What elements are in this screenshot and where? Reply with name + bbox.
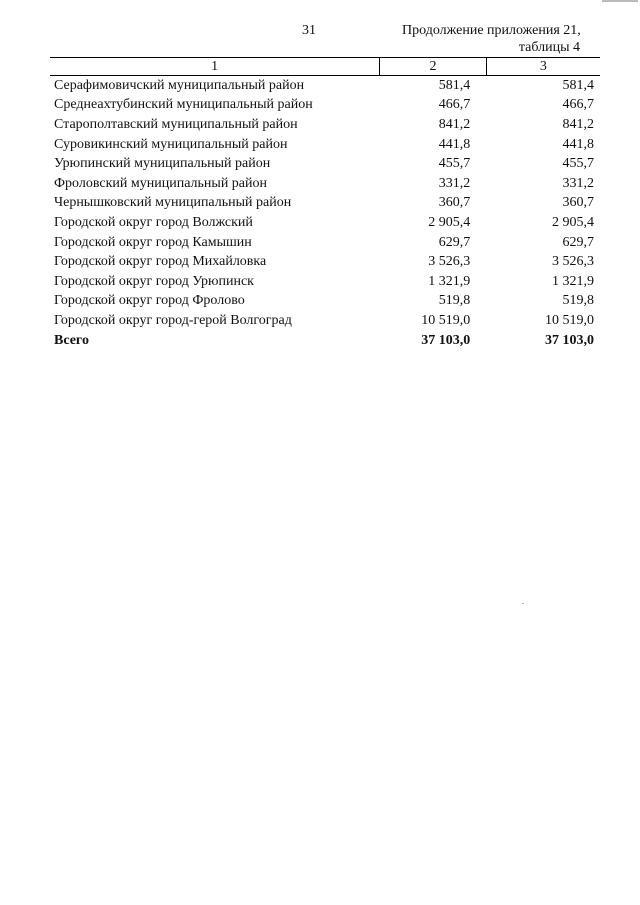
- column-header-3: 3: [486, 58, 600, 76]
- row-value-col2: 360,7: [438, 195, 471, 211]
- total-value-col2: 37 103,0: [421, 332, 471, 348]
- table-row: [50, 233, 600, 253]
- row-value-col2: 331,2: [438, 175, 471, 191]
- row-name: Городской округ город Фролово: [54, 293, 245, 309]
- table-row: [50, 154, 600, 174]
- column-header-2: 2: [380, 58, 487, 76]
- row-value-col2: 455,7: [438, 156, 471, 172]
- table-row: [50, 115, 600, 135]
- table-row: [50, 174, 600, 194]
- row-value-col2: 841,2: [438, 116, 471, 132]
- total-label: Всего: [54, 332, 89, 348]
- continuation-line-2: таблицы 4: [518, 40, 580, 55]
- row-name: Среднеахтубинский муниципальный район: [54, 97, 313, 113]
- row-value-col3: 10 519,0: [545, 312, 594, 328]
- row-value-col3: 466,7: [562, 97, 594, 113]
- continuation-line-1: Продолжение приложения 21,: [402, 23, 581, 38]
- budget-table: [50, 57, 600, 350]
- row-value-col2: 1 321,9: [428, 273, 471, 289]
- table-row: [50, 272, 600, 292]
- row-value-col2: 441,8: [438, 136, 471, 152]
- scan-mark: [602, 0, 638, 2]
- row-value-col3: 331,2: [562, 175, 594, 191]
- table-row: [50, 292, 600, 312]
- row-value-col3: 581,4: [562, 77, 594, 93]
- row-value-col3: 841,2: [562, 116, 594, 132]
- table-row: [50, 135, 600, 155]
- row-name: Городской округ город Урюпинск: [54, 273, 254, 289]
- row-name: Городской округ город Камышин: [54, 234, 252, 250]
- table-row: [50, 194, 600, 214]
- row-name: Чернышковский муниципальный район: [54, 195, 292, 211]
- table-header-row: [50, 58, 600, 76]
- row-name: Фроловский муниципальный район: [54, 175, 268, 191]
- row-name: Суровикинский муниципальный район: [54, 136, 288, 152]
- row-value-col3: 455,7: [562, 156, 594, 172]
- column-header-1: 1: [50, 58, 380, 76]
- row-value-col2: 2 905,4: [428, 214, 471, 230]
- row-value-col2: 629,7: [438, 234, 471, 250]
- row-value-col2: 581,4: [438, 77, 471, 93]
- total-row: [50, 331, 600, 351]
- row-name: Серафимовичский муниципальный район: [54, 77, 305, 93]
- row-value-col2: 10 519,0: [421, 312, 471, 328]
- table-row: [50, 311, 600, 331]
- row-value-col3: 441,8: [562, 136, 594, 152]
- table-row: [50, 252, 600, 272]
- row-name: Городской округ город Волжский: [54, 214, 253, 230]
- row-value-col3: 519,8: [562, 293, 594, 309]
- table-row: [50, 213, 600, 233]
- row-value-col3: 360,7: [562, 195, 594, 211]
- row-value-col3: 2 905,4: [552, 214, 594, 230]
- row-value-col2: 466,7: [438, 97, 471, 113]
- total-value-col3: 37 103,0: [545, 332, 594, 348]
- page-number: 31: [302, 23, 316, 38]
- row-name: Урюпинский муниципальный район: [54, 156, 271, 172]
- table-row: [50, 96, 600, 116]
- row-value-col3: 3 526,3: [552, 254, 594, 270]
- row-value-col2: 3 526,3: [428, 254, 471, 270]
- row-name: Старополтавский муниципальный район: [54, 116, 298, 132]
- scan-speck: [522, 603, 524, 604]
- row-value-col3: 1 321,9: [552, 273, 594, 289]
- row-value-col3: 629,7: [562, 234, 594, 250]
- continuation-caption: [402, 22, 580, 56]
- row-name: Городской округ город-герой Волгоград: [54, 312, 292, 328]
- table-row: [50, 76, 600, 96]
- row-value-col2: 519,8: [438, 293, 471, 309]
- row-name: Городской округ город Михайловка: [54, 254, 267, 270]
